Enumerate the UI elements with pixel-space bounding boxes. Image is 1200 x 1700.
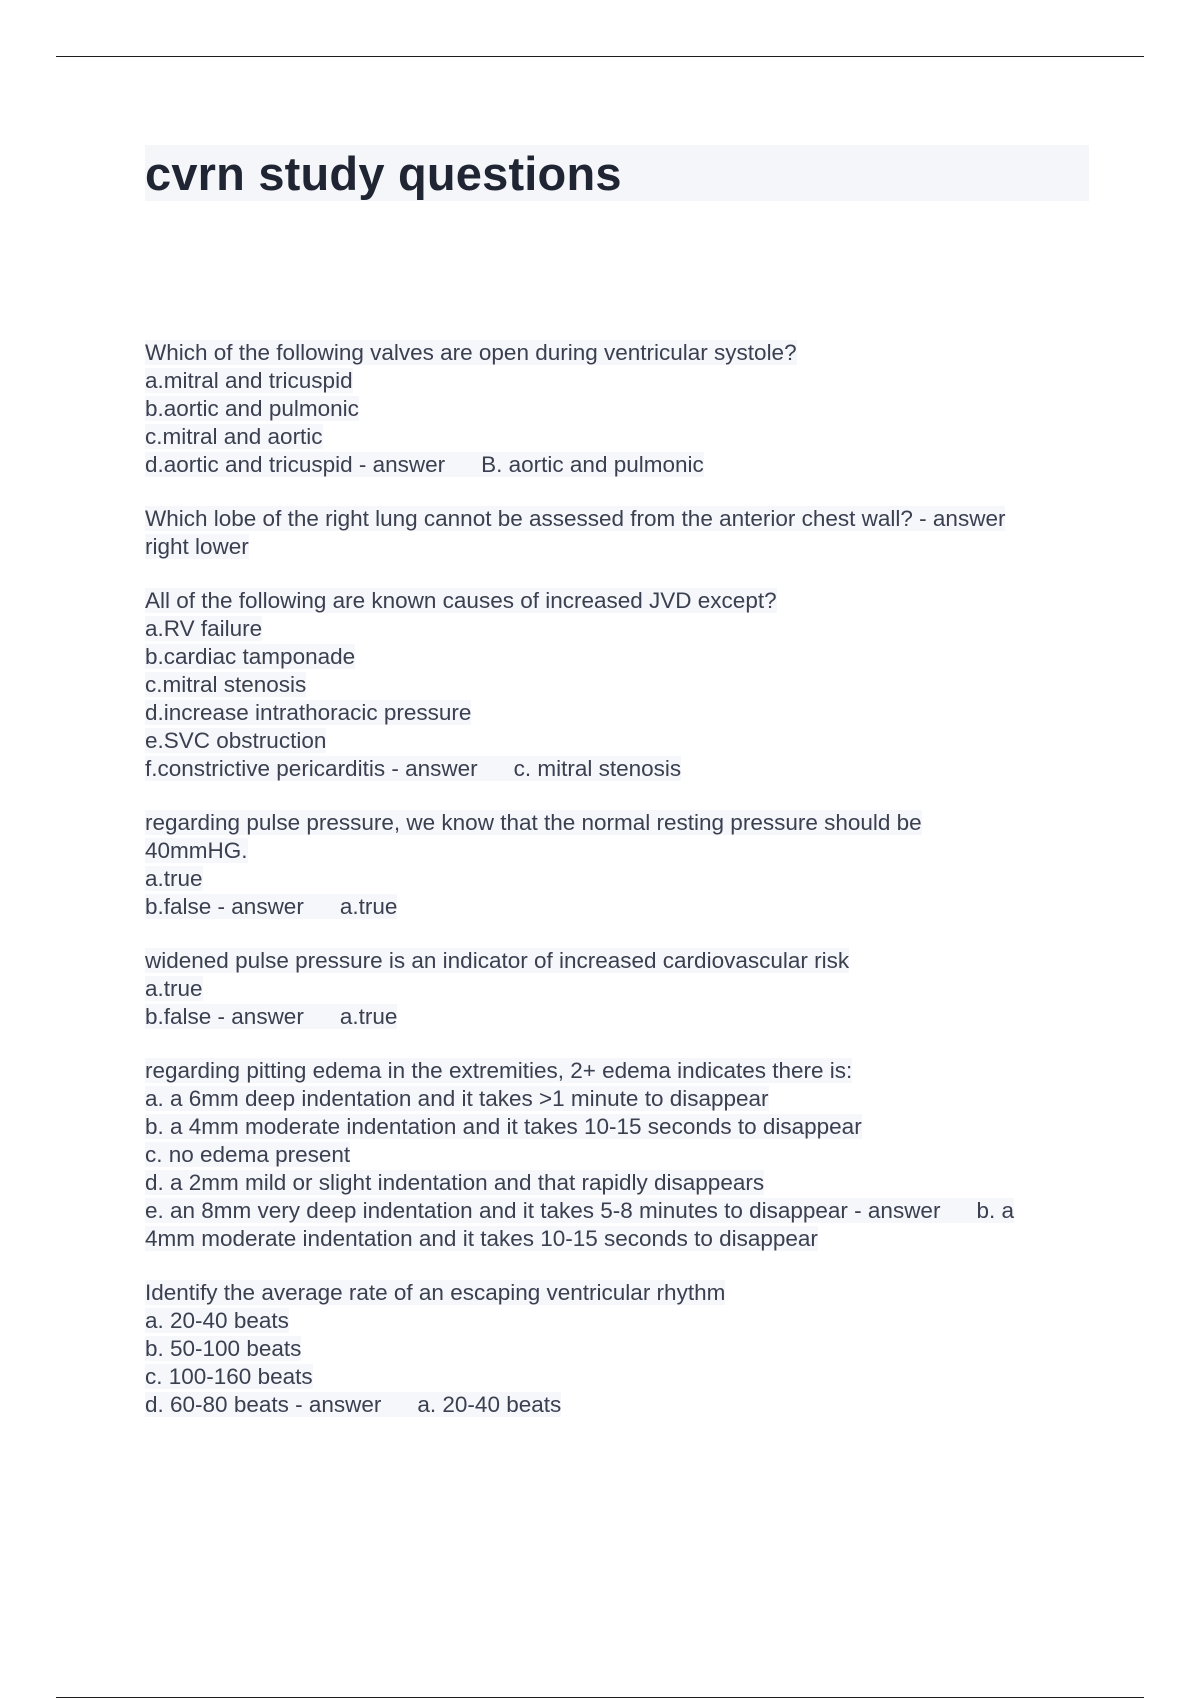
answer-text: right lower xyxy=(145,534,249,559)
answer-line xyxy=(145,451,1089,479)
option-line: a.RV failure xyxy=(145,616,263,641)
question-block xyxy=(145,1057,1089,1253)
page-title: cvrn study questions xyxy=(145,147,622,200)
last-option: b.false - answer xyxy=(145,894,304,919)
option-line: a.mitral and tricuspid xyxy=(145,368,353,393)
last-option: f.constrictive pericarditis - answer xyxy=(145,756,478,781)
last-option: d. 60-80 beats - answer xyxy=(145,1392,382,1417)
bottom-rule xyxy=(56,1697,1144,1698)
question-block xyxy=(145,505,1089,561)
option-line: b.aortic and pulmonic xyxy=(145,396,359,421)
question-text: Identify the average rate of an escaping ventricular rhythm xyxy=(145,1280,726,1305)
option-line: c.mitral and aortic xyxy=(145,424,323,449)
last-option: e. an 8mm very deep indentation and it takes 5-8 minutes to disappear - answer xyxy=(145,1198,941,1223)
answer-text: b. a xyxy=(976,1198,1014,1223)
last-option: b.false - answer xyxy=(145,1004,304,1029)
option-line: c.mitral stenosis xyxy=(145,672,307,697)
question-block xyxy=(145,587,1089,783)
option-line: a. 20-40 beats xyxy=(145,1308,289,1333)
option-line: a. a 6mm deep indentation and it takes >1 minute to disappear xyxy=(145,1086,769,1111)
question-block xyxy=(145,1279,1089,1419)
option-line: b. a 4mm moderate indentation and it takes 10-15 seconds to disappear xyxy=(145,1114,862,1139)
question-list xyxy=(145,339,1089,1445)
last-option: d.aortic and tricuspid - answer xyxy=(145,452,446,477)
question-block xyxy=(145,339,1089,479)
answer-line xyxy=(145,1003,1089,1031)
answer-text: c. mitral stenosis xyxy=(513,756,682,781)
top-rule xyxy=(56,56,1144,57)
answer-line xyxy=(145,755,1089,783)
option-line: e.SVC obstruction xyxy=(145,728,327,753)
answer-text: a. 20-40 beats xyxy=(417,1392,562,1417)
option-line: a.true xyxy=(145,976,203,1001)
question-text: Which lobe of the right lung cannot be assessed from the anterior chest wall? - answer xyxy=(145,506,1006,531)
option-line: c. 100-160 beats xyxy=(145,1364,313,1389)
option-line: c. no edema present xyxy=(145,1142,351,1167)
question-text: All of the following are known causes of increased JVD except? xyxy=(145,588,777,613)
question-block xyxy=(145,809,1089,921)
option-line: a.true xyxy=(145,866,203,891)
answer-line xyxy=(145,893,1089,921)
question-block xyxy=(145,947,1089,1031)
question-text: widened pulse pressure is an indicator of increased cardiovascular risk xyxy=(145,948,850,973)
question-text: 40mmHG. xyxy=(145,838,248,863)
question-text: regarding pitting edema in the extremities, 2+ edema indicates there is: xyxy=(145,1058,853,1083)
question-text: regarding pulse pressure, we know that the normal resting pressure should be xyxy=(145,810,922,835)
answer-text: B. aortic and pulmonic xyxy=(481,452,704,477)
answer-text: a.true xyxy=(339,894,398,919)
option-line: b. 50-100 beats xyxy=(145,1336,302,1361)
option-line: d.increase intrathoracic pressure xyxy=(145,700,472,725)
option-line: d. a 2mm mild or slight indentation and that rapidly disappears xyxy=(145,1170,765,1195)
answer-continued: 4mm moderate indentation and it takes 10-15 seconds to disappear xyxy=(145,1226,818,1251)
answer-text: a.true xyxy=(339,1004,398,1029)
question-text: Which of the following valves are open during ventricular systole? xyxy=(145,340,797,365)
answer-line xyxy=(145,1391,1089,1419)
answer-line xyxy=(145,1197,1089,1225)
option-line: b.cardiac tamponade xyxy=(145,644,356,669)
